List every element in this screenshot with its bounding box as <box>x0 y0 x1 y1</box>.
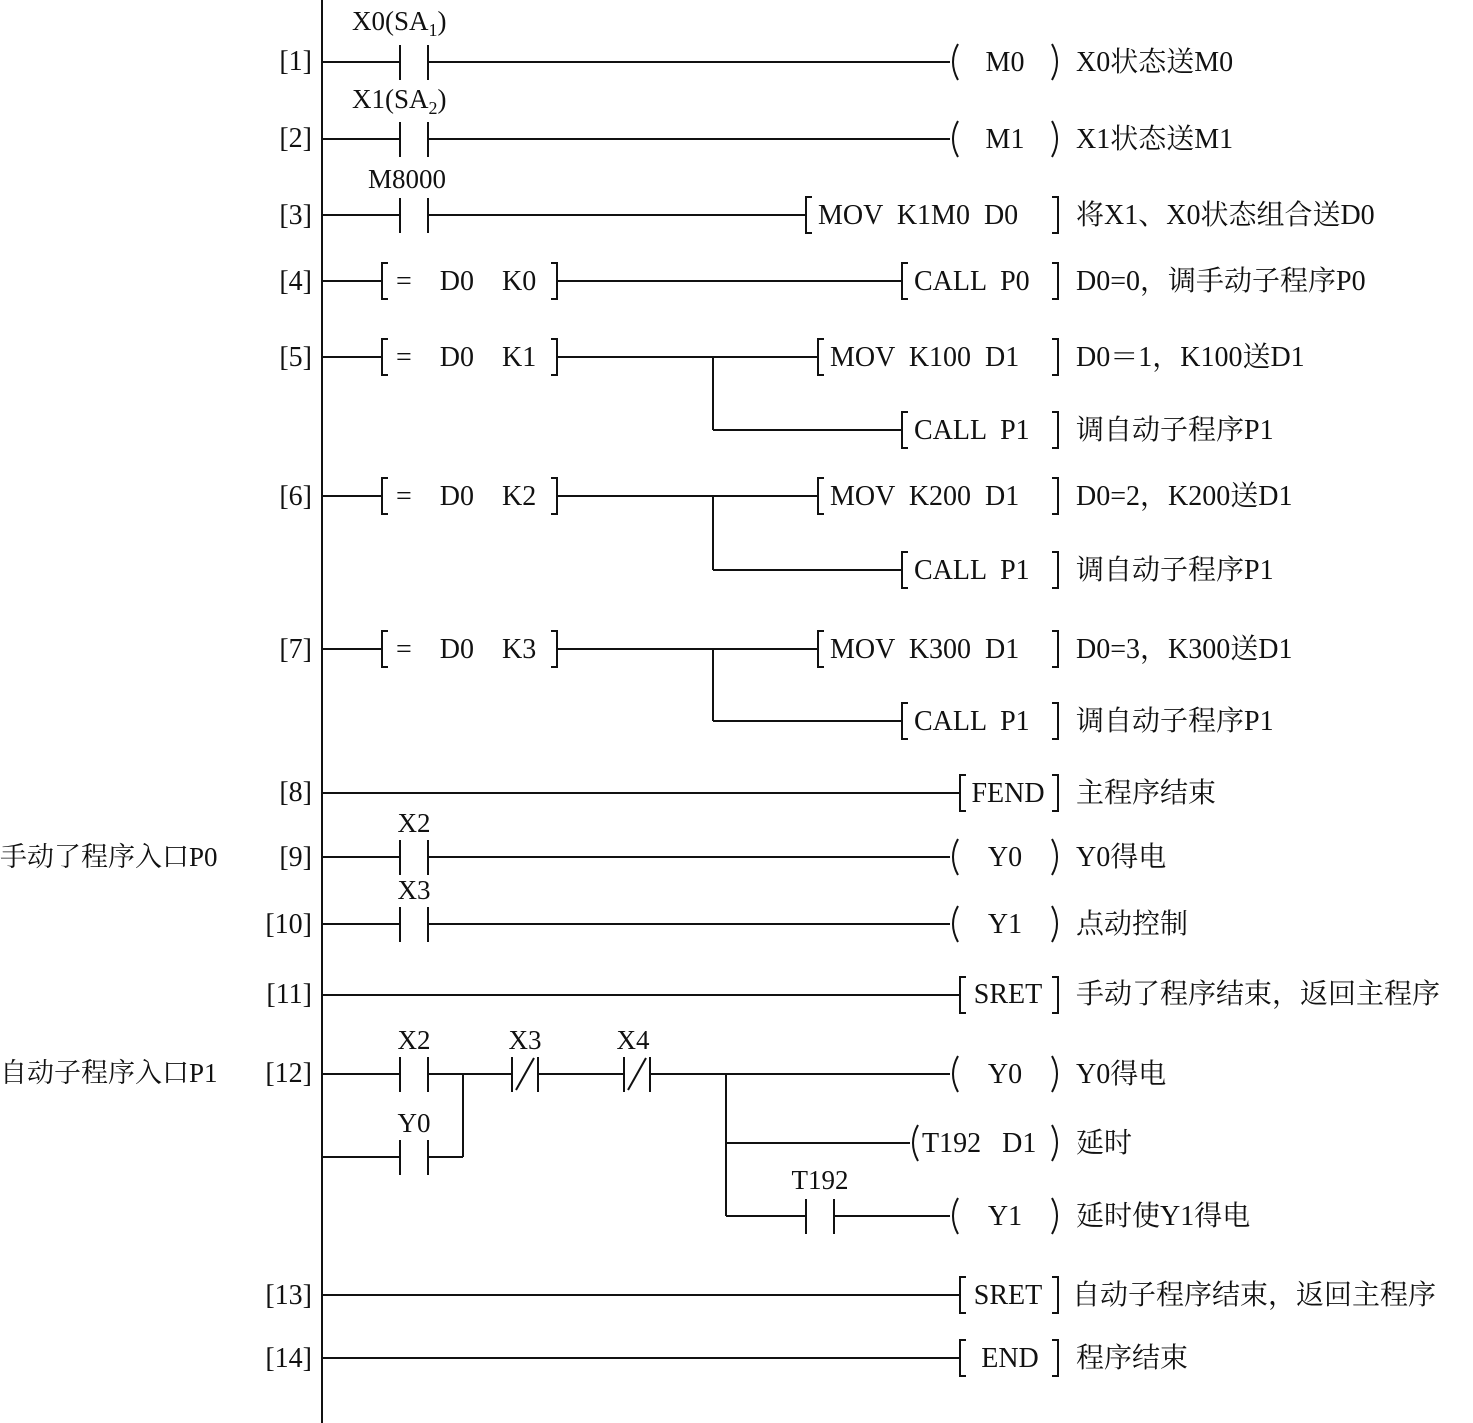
rung-comment: D0=3，K300送D1 <box>1076 634 1293 665</box>
rung-comment: Y0得电 <box>1076 1059 1167 1090</box>
instruction: CALL P1 <box>914 706 1030 737</box>
instruction: FEND <box>971 778 1045 809</box>
rung-comment: 延时使Y1得电 <box>1076 1201 1251 1232</box>
rung-comment: X0状态送M0 <box>1076 47 1234 78</box>
rung-11 <box>266 977 1440 1013</box>
rung-number: [3] <box>279 200 312 231</box>
rung-9 <box>0 808 1166 875</box>
coil-right <box>1052 121 1057 157</box>
coil-label: Y1 <box>987 1201 1023 1232</box>
instruction: CALL P0 <box>914 266 1030 297</box>
compare-instruction: = D0 K1 <box>396 342 537 373</box>
contact-label: X2 <box>397 1025 431 1055</box>
instruction: MOV K300 D1 <box>830 634 1020 665</box>
rung-comment: X1状态送M1 <box>1076 124 1234 155</box>
coil-left <box>953 121 958 157</box>
rung-1 <box>279 6 1233 80</box>
instruction: CALL P1 <box>914 555 1030 586</box>
rung-number: [10] <box>265 909 312 940</box>
rung-number: [2] <box>279 123 312 154</box>
rung-comment: Y0得电 <box>1076 842 1167 873</box>
rung-number: [4] <box>279 266 312 297</box>
contact-label: Y0 <box>397 1108 431 1138</box>
rung-comment: D0=2，K200送D1 <box>1076 481 1293 512</box>
rung-3 <box>279 164 1374 233</box>
rung-number: [9] <box>279 842 312 873</box>
coil-label: M0 <box>985 47 1025 78</box>
instruction: MOV K100 D1 <box>830 342 1020 373</box>
rung-comment: D0=0，调手动子程序P0 <box>1076 266 1366 297</box>
rung-10 <box>265 875 1188 942</box>
instruction: CALL P1 <box>914 415 1030 446</box>
compare-bracket-right <box>551 263 557 299</box>
contact-label: $X1(SA_2)$ <box>352 84 447 118</box>
rung-2 <box>279 84 1233 157</box>
rung-number: [1] <box>279 46 312 77</box>
contact-label: X3 <box>397 875 431 905</box>
contact-label: M8000 <box>368 164 447 194</box>
rung-number: [7] <box>279 634 312 665</box>
bracket-left <box>806 197 812 233</box>
rung-number: [13] <box>265 1280 312 1311</box>
rung-4 <box>279 263 1365 299</box>
rung-number: [11] <box>266 979 312 1010</box>
contact-label: T192 <box>791 1165 849 1195</box>
rung-8 <box>279 775 1216 811</box>
instruction: END <box>981 1343 1039 1374</box>
rung-comment: 点动控制 <box>1076 909 1189 940</box>
compare-instruction: = D0 K0 <box>396 266 537 297</box>
bracket-left <box>902 263 908 299</box>
rung-number: [12] <box>265 1058 312 1089</box>
rung-comment: D0＝1，K100送D1 <box>1076 342 1305 373</box>
rung-5 <box>279 339 1304 448</box>
compare-bracket-left <box>382 263 388 299</box>
contact-label: $X0(SA_1)$ <box>352 6 447 40</box>
timer-coil-label: T192 D1 <box>922 1128 1037 1159</box>
instruction: SRET <box>973 1280 1043 1311</box>
bracket-right <box>1052 197 1058 233</box>
rung-comment: 手动了程序结束，返回主程序 <box>1076 979 1441 1010</box>
rung-comment: 程序结束 <box>1076 1343 1189 1374</box>
instruction: SRET <box>973 979 1043 1010</box>
rung-13 <box>265 1277 1436 1313</box>
instruction: MOV K1M0 D0 <box>818 200 1019 231</box>
rung-number: [14] <box>265 1343 312 1374</box>
coil-left <box>953 44 958 80</box>
subroutine-entry-label: 手动了程序入口P0 <box>0 842 218 872</box>
coil-label: Y0 <box>987 842 1023 873</box>
coil-right <box>1052 44 1057 80</box>
rung-comment: 调自动子程序P1 <box>1076 415 1274 446</box>
rung-comment: 将X1、X0状态组合送D0 <box>1076 200 1375 231</box>
rung-number: [6] <box>279 481 312 512</box>
rung-6 <box>279 478 1292 588</box>
compare-instruction: = D0 K2 <box>396 481 537 512</box>
rung-14 <box>265 1340 1188 1376</box>
contact-label: X4 <box>616 1025 650 1055</box>
rung-comment: 主程序结束 <box>1076 778 1217 809</box>
rung-12 <box>0 1025 1250 1234</box>
rung-comment: 调自动子程序P1 <box>1076 555 1274 586</box>
rung-7 <box>279 631 1292 739</box>
rung-number: [8] <box>279 777 312 808</box>
coil-label: Y0 <box>987 1059 1023 1090</box>
contact-label: X3 <box>508 1025 542 1055</box>
rung-comment: 调自动子程序P1 <box>1076 706 1274 737</box>
compare-instruction: = D0 K3 <box>396 634 537 665</box>
rung-number: [5] <box>279 342 312 373</box>
contact-label: X2 <box>397 808 431 838</box>
bracket-right <box>1052 263 1058 299</box>
instruction: MOV K200 D1 <box>830 481 1020 512</box>
rung-comment: 自动子程序结束，返回主程序 <box>1072 1280 1437 1311</box>
coil-label: Y1 <box>987 909 1023 940</box>
coil-label: M1 <box>985 124 1025 155</box>
subroutine-entry-label: 自动子程序入口P1 <box>0 1058 218 1088</box>
rung-comment: 延时 <box>1076 1128 1133 1159</box>
